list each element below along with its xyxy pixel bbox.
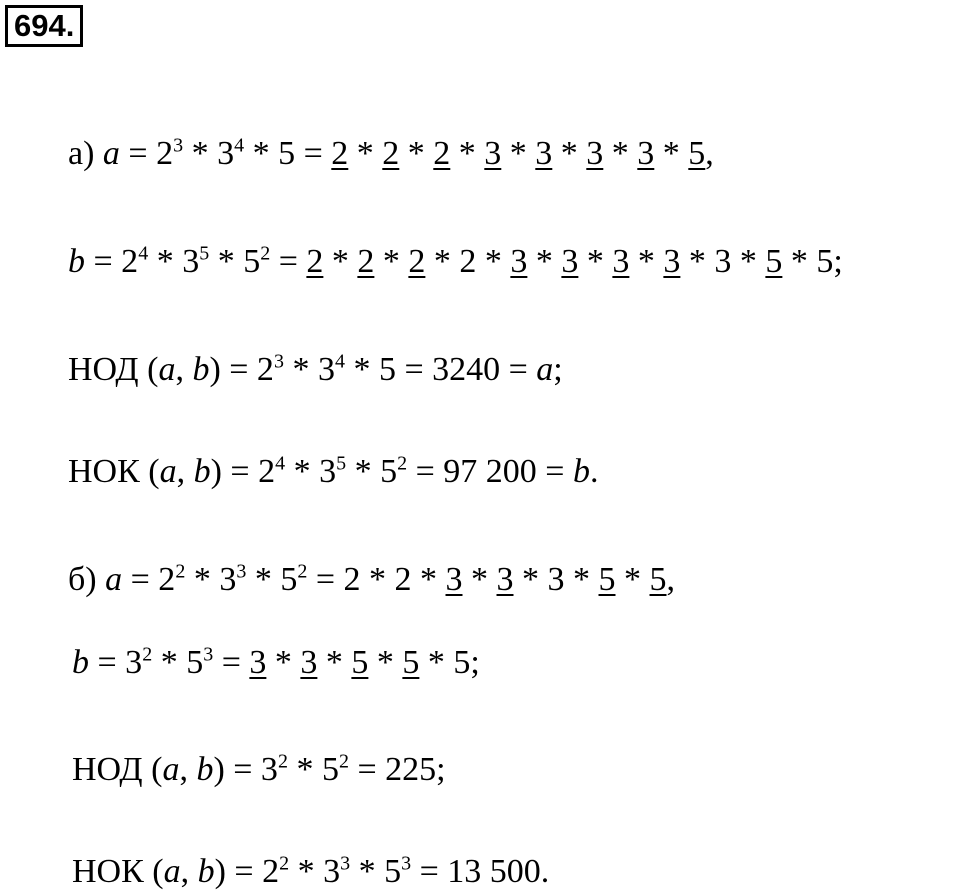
exponent: 4 [234,134,245,157]
underlined-factor: 5 [688,135,706,172]
math-text: = 97 200 = [407,453,573,490]
variable: a [102,135,120,172]
math-text: * [399,135,434,172]
underlined-factor: 3 [445,561,463,598]
math-text: * 5 = [244,135,332,172]
math-text: * 2 * [425,243,511,280]
line-b-a-definition [68,560,675,600]
exponent: 2 [397,452,408,475]
exponent: 2 [260,242,271,265]
variable: a [162,751,180,788]
math-text: , [705,135,714,172]
math-text: . [589,453,599,490]
math-text: * 5; [782,243,843,280]
math-text: * 5 = 3240 = [344,351,537,388]
math-text: , [180,853,198,890]
variable: a [163,853,181,890]
math-text: * 3 * [513,561,599,598]
underlined-factor: 5 [765,243,783,280]
underlined-factor: 5 [649,561,667,598]
underlined-factor: 3 [510,243,528,280]
exponent: 4 [138,242,149,265]
math-text: * 5 [287,751,339,788]
underlined-factor: 3 [496,561,514,598]
variable: b [197,853,215,890]
variable: b [196,751,214,788]
underlined-factor: 3 [561,243,579,280]
underlined-factor: 2 [408,243,426,280]
math-text: * [374,243,409,280]
math-text: б) [68,561,106,598]
exponent: 5 [199,242,210,265]
underlined-factor: 3 [249,644,267,681]
underlined-factor: 3 [535,135,553,172]
math-text: ) = 2 [214,853,280,890]
math-text: = 13 500. [411,853,550,890]
underlined-factor: 3 [663,243,681,280]
underlined-factor: 3 [637,135,655,172]
math-text: * [266,644,301,681]
underlined-factor: 5 [351,644,369,681]
math-text: , [175,351,193,388]
math-text: * 3 * [680,243,766,280]
math-text: ; [553,351,563,388]
line-a-definition [68,134,714,174]
underlined-factor: 2 [382,135,400,172]
underlined-factor: 5 [598,561,616,598]
variable: a [158,351,176,388]
exponent: 3 [401,852,412,875]
math-text: * 5; [419,644,480,681]
underlined-factor: 3 [586,135,604,172]
math-text: * 5 [350,853,402,890]
math-text: * [654,135,689,172]
math-text: * [552,135,587,172]
underlined-factor: 2 [331,135,349,172]
math-text: ) = 2 [210,453,276,490]
problem-number: 694. [5,5,83,47]
math-text: * 5 [209,243,261,280]
math-text: = [270,243,307,280]
exponent: 2 [338,750,349,773]
math-text: = 2 [122,561,176,598]
math-text: = [213,644,250,681]
line-b-gcd [72,750,446,790]
exponent: 5 [336,452,347,475]
math-text: = 2 [119,135,174,172]
math-text: = 225; [348,751,446,788]
exponent: 4 [334,350,345,373]
underlined-factor: 2 [306,243,324,280]
math-text: * [462,561,497,598]
math-text: * [450,135,485,172]
line-b-b-definition [72,643,480,683]
variable: b [72,644,89,681]
underlined-factor: 3 [300,644,318,681]
variable: b [193,453,211,490]
math-text: * 5 [246,561,298,598]
math-text: * [615,561,650,598]
math-text: * [501,135,536,172]
math-text: * 3 [289,853,341,890]
math-text: * [323,243,358,280]
math-text: * 3 [183,135,235,172]
underlined-factor: 2 [357,243,375,280]
math-text: * 3 [148,243,200,280]
variable: b [68,243,85,280]
math-text: * 5 [346,453,398,490]
underlined-factor: 3 [484,135,502,172]
math-text: * [527,243,562,280]
line-a-gcd [68,350,563,390]
exponent: 3 [173,134,184,157]
variable: a [536,351,554,388]
math-text: * [603,135,638,172]
underlined-factor: 3 [612,243,630,280]
math-text: = 3 [89,644,143,681]
underlined-factor: 2 [433,135,451,172]
math-text: * [368,644,403,681]
math-text: НОК ( [68,453,160,490]
math-text: а) [68,135,103,172]
math-text: НОК ( [72,853,164,890]
math-text: , [179,751,197,788]
math-text: = 2 * 2 * [307,561,446,598]
exponent: 4 [275,452,286,475]
math-text: , [666,561,675,598]
variable: b [572,453,590,490]
math-text: * 3 [285,453,337,490]
line-b-definition [68,242,843,282]
exponent: 2 [279,852,290,875]
variable: b [192,351,210,388]
exponent: 2 [142,643,153,666]
math-text: * [317,644,352,681]
math-text: * 3 [185,561,237,598]
math-text: * [348,135,383,172]
math-text: = 2 [85,243,139,280]
math-text: * [578,243,613,280]
underlined-factor: 5 [402,644,420,681]
exponent: 2 [175,560,186,583]
exponent: 3 [203,643,214,666]
math-text: * [629,243,664,280]
exponent: 3 [273,350,284,373]
exponent: 3 [236,560,247,583]
math-text: ) = 3 [213,751,278,788]
math-text: , [176,453,194,490]
line-b-lcm [72,852,549,892]
math-text: НОД ( [72,751,163,788]
math-text: НОД ( [68,351,159,388]
exponent: 2 [297,560,308,583]
line-a-lcm [68,452,598,492]
exponent: 3 [340,852,351,875]
exponent: 2 [277,750,288,773]
variable: a [105,561,123,598]
math-text: * 3 [283,351,335,388]
variable: a [159,453,177,490]
math-text: ) = 2 [209,351,274,388]
math-text: * 5 [152,644,204,681]
